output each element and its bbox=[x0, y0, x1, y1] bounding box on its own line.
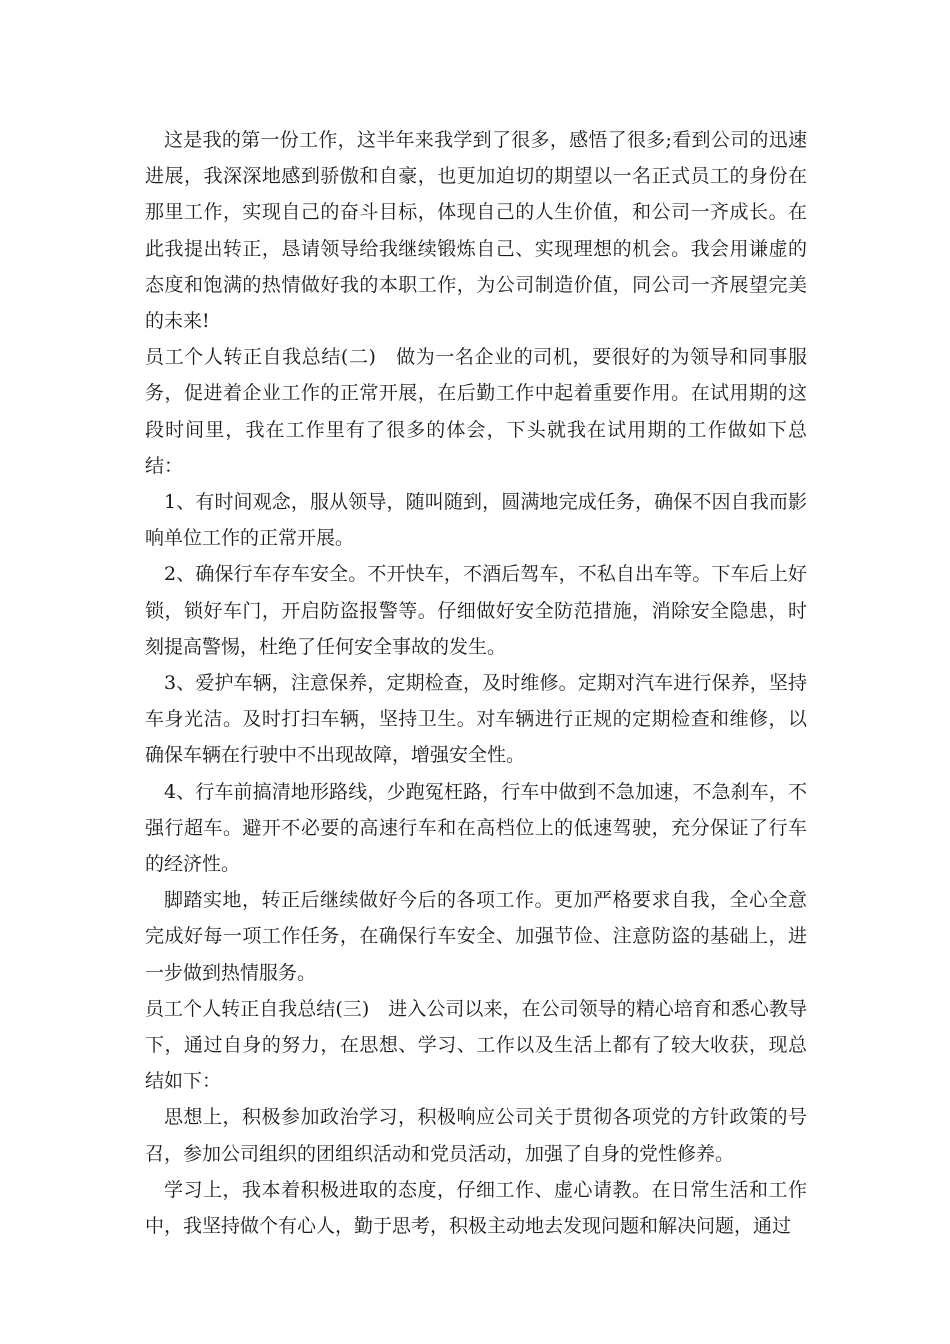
paragraph-point-4: 4、行车前搞清地形路线，少跑冤枉路，行车中做到不急加速，不急刹车，不强行超车。避开不必要的高速行车和在高档位上的低速驾驶，充分保证了行车的经济性。 bbox=[145, 780, 807, 876]
paragraph-thought: 思想上，积极参加政治学习，积极响应公司关于贯彻各项党的方针政策的号召，参加公司组织的团组织活动和党员活动，加强了自身的党性修养。 bbox=[145, 1106, 807, 1165]
paragraph-summary-two-heading: 员工个人转正自我总结(二) 做为一名企业的司机，要很好的为领导和同事服务，促进着企业工作的正常开展，在后勤工作中起着重要作用。在试用期的这段时间里，我在工作里有了很多的体会，下头就我在试用期的工作做如下总结： bbox=[145, 346, 807, 477]
paragraph-point-3: 3、爱护车辆，注意保养，定期检查，及时维修。定期对汽车进行保养，坚持车身光洁。及时打扫车辆，坚持卫生。对车辆进行正规的定期检查和维修，以确保车辆在行驶中不出现故障，增强安全性。 bbox=[145, 672, 807, 767]
document-page bbox=[145, 122, 807, 1244]
paragraph-point-2: 2、确保行车存车安全。不开快车，不酒后驾车，不私自出车等。下车后上好锁，锁好车门，开启防盗报警等。仔细做好安全防范措施，消除安全隐患，时刻提高警惕，杜绝了任何安全事故的发生。 bbox=[145, 563, 807, 658]
paragraph-conclusion-two: 脚踏实地，转正后继续做好今后的各项工作。更加严格要求自我，全心全意完成好每一项工作任务，在确保行车安全、加强节俭、注意防盗的基础上，进一步做到热情服务。 bbox=[145, 889, 807, 984]
paragraph-summary-three-heading: 员工个人转正自我总结(三) 进入公司以来，在公司领导的精心培育和悉心教导下，通过自身的努力，在思想、学习、工作以及生活上都有了较大收获，现总结如下： bbox=[145, 997, 807, 1093]
paragraph-intro: 这是我的第一份工作，这半年来我学到了很多，感悟了很多;看到公司的迅速进展，我深深地感到骄傲和自豪，也更加迫切的期望以一名正式员工的身份在那里工作，实现自己的奋斗目标，体现自己的人生价值，和公司一齐成长。在此我提出转正，恳请领导给我继续锻炼自己、实现理想的机会。我会用谦虚的态度和饱满的热情做好我的本职工作，为公司制造价值，同公司一齐展望完美的未来! bbox=[145, 129, 807, 333]
paragraph-study: 学习上，我本着积极进取的态度，仔细工作、虚心请教。在日常生活和工作中，我坚持做个有心人，勤于思考，积极主动地去发现问题和解决问题，通过 bbox=[145, 1178, 807, 1238]
paragraph-point-1: 1、有时间观念，服从领导，随叫随到，圆满地完成任务，确保不因自我而影响单位工作的正常开展。 bbox=[145, 491, 807, 550]
